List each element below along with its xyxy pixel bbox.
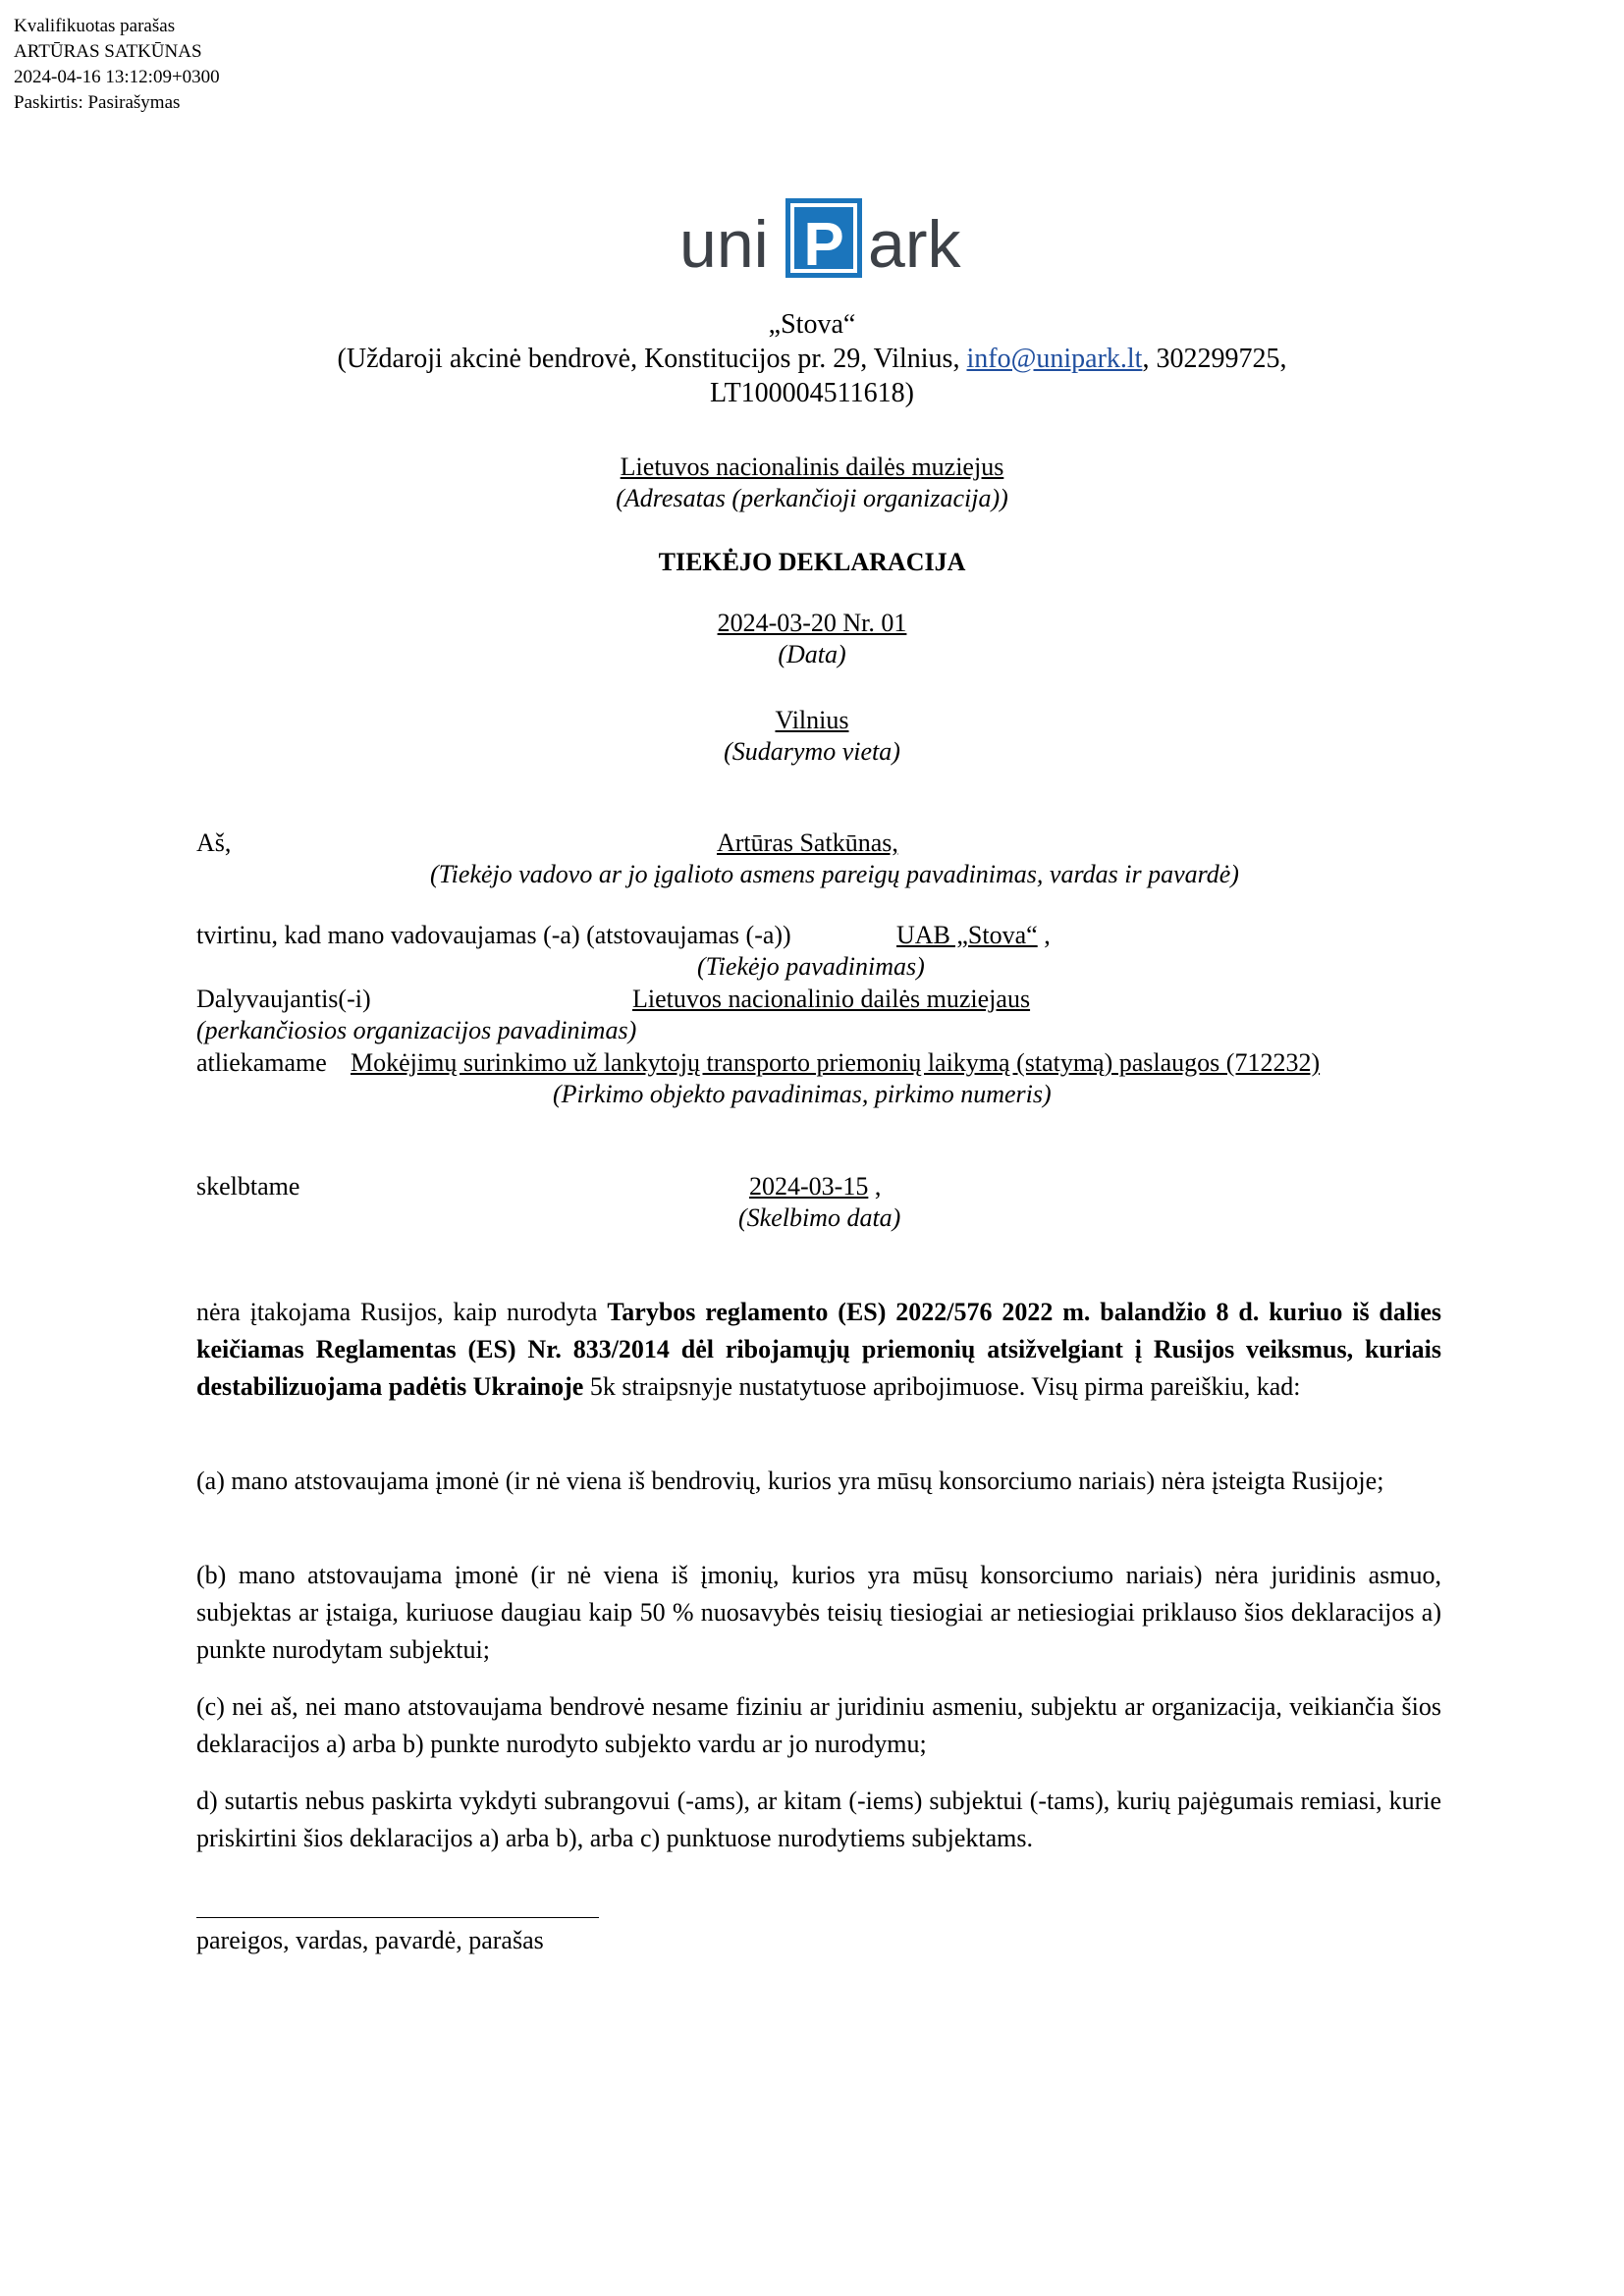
document-place: Vilnius xyxy=(775,706,849,734)
participating-org: Lietuvos nacionalinio dailės muziejaus xyxy=(632,985,1031,1013)
logo-text-ark: ark xyxy=(868,207,961,280)
published-date: 2024-03-15 , xyxy=(749,1172,882,1201)
signature-timestamp: 2024-04-16 13:12:09+0300 xyxy=(14,67,220,87)
supplier-lead-text: tvirtinu, kad mano vadovaujamas (-a) (atstovaujamas (-a)) xyxy=(196,921,791,949)
declaration-point-d: d) sutartis nebus paskirta vykdyti subrangovui (-ams), ar kitam (-iems) subjektui (-tams), kurių pajėgumais remiasi, kurie priskirtini šios deklaracijos a) arba b), arba c) punktuose nurodytiems subjektams. xyxy=(196,1787,1441,1852)
participating-label: Dalyvaujantis(-i) xyxy=(196,985,371,1013)
logo-text-uni: uni xyxy=(679,207,769,280)
supplier-name: UAB „Stova“ , xyxy=(896,921,1051,949)
declaration-point-a: (a) mano atstovaujama įmonė (ir nė viena iš bendrovių, kurios yra mūsų konsorciumo nariais) nėra įsteigta Rusijoje; xyxy=(196,1467,1384,1495)
supplier-caption: (Tiekėjo pavadinimas) xyxy=(697,952,925,981)
signature-caption: pareigos, vardas, pavardė, parašas xyxy=(196,1926,544,1954)
declaration-point-b: (b) mano atstovaujama įmonė (ir nė viena iš įmonių, kurios yra mūsų konsorciumo nariais) nėra juridinis asmuo, subjektas ar įstaiga, kuriuose daugiau kaip 50 % nuosavybės teisių tiesiogiai ar netiesiogiai priklauso šios deklaracijos a) punkte nurodytam subjektui; xyxy=(196,1561,1441,1664)
company-email-link[interactable]: info@unipark.lt xyxy=(966,344,1143,374)
declarant-caption: (Tiekėjo vadovo ar jo įgalioto asmens pareigų pavadinimas, vardas ir pavardė) xyxy=(430,860,1239,888)
date-caption: (Data) xyxy=(778,640,846,668)
signature-purpose: Paskirtis: Pasirašymas xyxy=(14,92,181,113)
place-caption: (Sudarymo vieta) xyxy=(724,737,900,766)
signer-name: ARTŪRAS SATKŪNAS xyxy=(14,41,202,62)
unipark-logo xyxy=(677,196,982,280)
signature-rule xyxy=(196,1917,599,1918)
addressee-caption: (Adresatas (perkančioji organizacija)) xyxy=(616,484,1008,512)
document-date: 2024-03-20 Nr. 01 xyxy=(717,609,907,637)
company-name: „Stova“ xyxy=(768,309,856,340)
logo-text-p: P xyxy=(803,211,844,279)
digital-signature-stamp xyxy=(14,14,220,116)
declaration-point-c: (c) nei aš, nei mano atstovaujama bendrovė nesame fiziniu ar juridiniu asmeniu, subjektu ar organizacija, veikiančia šios deklaracijos a) arba b) punkte nurodyto subjekto vardu ar jo nurodymu; xyxy=(196,1692,1441,1758)
declarant-name: Artūras Satkūnas, xyxy=(717,828,898,857)
company-details: (Uždaroji akcinė bendrovė, Konstitucijos pr. 29, Vilnius, info@unipark.lt, 302299725, xyxy=(337,344,1287,374)
published-label: skelbtame xyxy=(196,1172,300,1201)
procurement-object: Mokėjimų surinkimo už lankytojų transporto priemonių laikymą (statymą) paslaugos (712232) xyxy=(351,1048,1321,1077)
addressee-name: Lietuvos nacionalinis dailės muziejus xyxy=(620,453,1004,481)
declaration-intro: nėra įtakojama Rusijos, kaip nurodyta Tarybos reglamento (ES) 2022/576 2022 m. balandžio 8 d. kuriuo iš dalies keičiamas Reglamentas (ES) Nr. 833/2014 dėl ribojamųjų priemonių atsižvelgiant į Rusijos veiksmus, kuriais destabilizuojama padėtis Ukrainoje 5k straipsnyje nustatytuose apribojimuose. Visų pirma pareiškiu, kad: xyxy=(196,1298,1442,1401)
signature-type: Kvalifikuotas parašas xyxy=(14,16,176,36)
procurement-label: atliekamame xyxy=(196,1048,327,1077)
declarant-label: Aš, xyxy=(196,828,232,857)
participating-caption: (perkančiosios organizacijos pavadinimas) xyxy=(196,1016,637,1044)
document-title: TIEKĖJO DEKLARACIJA xyxy=(658,548,966,576)
company-vat-code: LT100004511618) xyxy=(710,378,914,408)
procurement-caption: (Pirkimo objekto pavadinimas, pirkimo numeris) xyxy=(553,1080,1052,1108)
published-caption: (Skelbimo data) xyxy=(738,1203,901,1232)
